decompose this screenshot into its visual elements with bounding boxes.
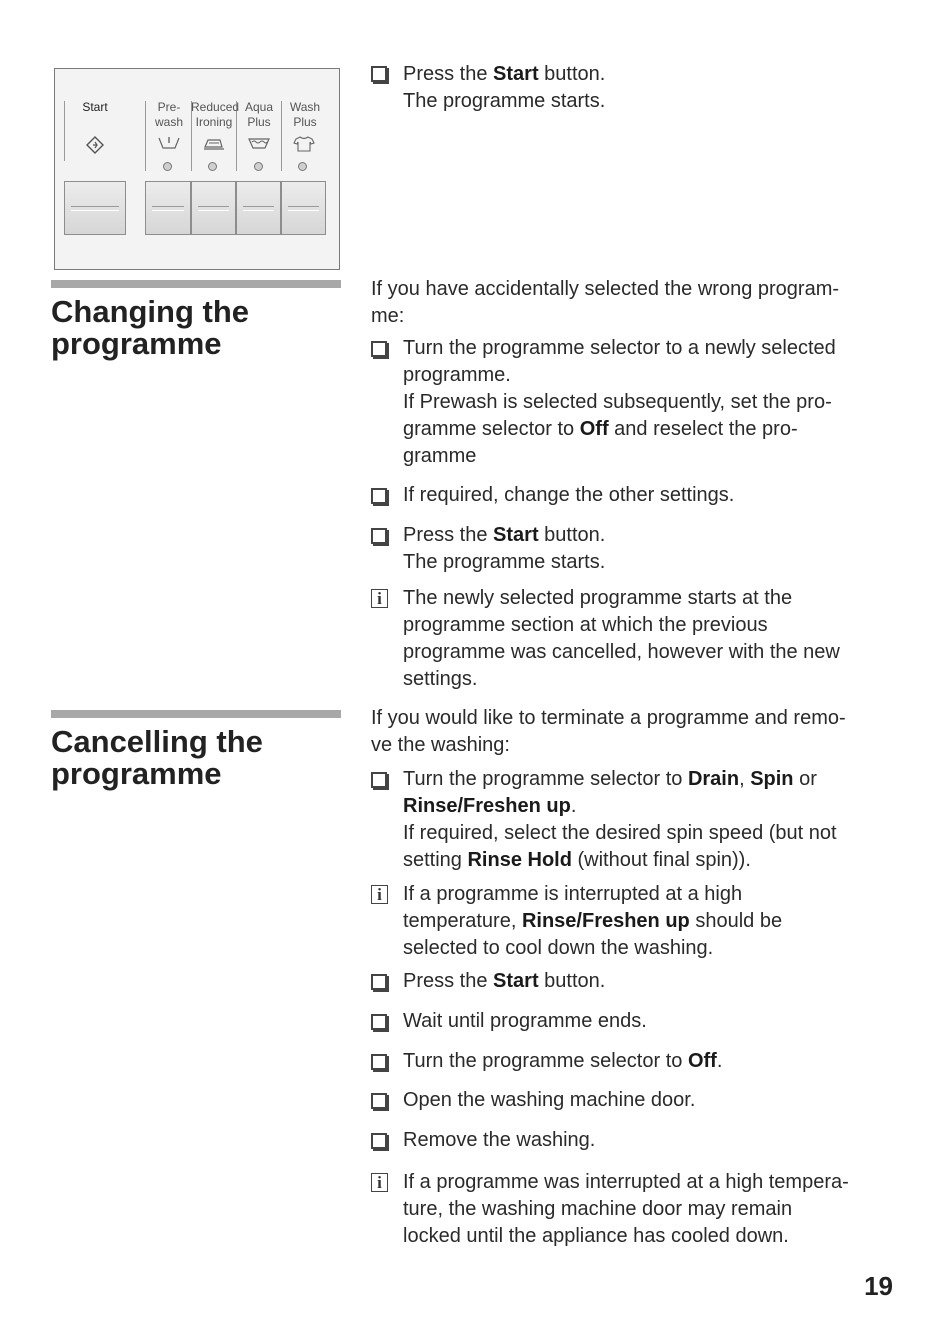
cancelling-info-note-2: If a programme was interrupted at a high tempera- ture, the washing machine door may remain locked until the appliance has cooled down. <box>403 1171 849 1247</box>
aqua-plus-label: Aqua Plus <box>244 100 274 129</box>
changing-heading: Changing the programme <box>51 294 250 361</box>
checkbox-bullet <box>371 488 387 504</box>
start-label: Start <box>82 100 108 114</box>
checkbox-bullet <box>371 1093 387 1109</box>
cancelling-step-1: Turn the programme selector to Drain, Spin or Rinse/Freshen up. If required, select the desired spin speed (but not setting Rinse Hold (without final spin)). <box>403 768 837 871</box>
changing-step-2: If required, change the other settings. <box>403 484 735 506</box>
prewash-tub-icon <box>157 135 181 156</box>
info-icon: i <box>371 589 388 608</box>
cancelling-step-2: Press the Start button. <box>403 970 606 992</box>
checkbox-bullet <box>371 1133 387 1149</box>
checkbox-bullet <box>371 66 387 82</box>
prewash-label: Pre- wash <box>154 100 183 129</box>
start-diamond-icon <box>83 135 107 160</box>
wash-plus-panel-button <box>281 181 326 235</box>
reduced-ironing-led <box>208 162 217 171</box>
aqua-plus-panel-button <box>236 181 281 235</box>
wash-plus-label: Wash Plus <box>289 100 321 129</box>
changing-info-note: The newly selected programme starts at the programme section at which the previous programme was cancelled, however with the new settings. <box>403 587 840 690</box>
checkbox-bullet <box>371 1014 387 1030</box>
info-icon: i <box>371 1173 388 1192</box>
info-icon: i <box>371 885 388 904</box>
checkbox-bullet <box>371 1054 387 1070</box>
cancelling-intro: If you would like to terminate a programme and remo- ve the washing: <box>371 707 846 756</box>
cancelling-step-5: Open the washing machine door. <box>403 1089 696 1111</box>
iron-icon <box>202 135 226 156</box>
reduced-ironing-panel-button <box>191 181 236 235</box>
water-wave-icon <box>247 135 271 156</box>
section-rule <box>51 710 341 718</box>
wash-plus-led <box>298 162 307 171</box>
cancelling-step-3: Wait until programme ends. <box>403 1010 647 1032</box>
cancelling-info-note-1: If a programme is interrupted at a high temperature, Rinse/Freshen up should be selected to cool down the washing. <box>403 883 783 959</box>
changing-step-3: Press the Start button. The programme starts. <box>403 524 606 573</box>
changing-step-1: Turn the programme selector to a newly selected programme. If Prewash is selected subsequently, set the pro- gramme selector to Off and reselect the pro- gramme <box>403 337 836 467</box>
control-panel-illustration <box>54 68 340 270</box>
section-rule <box>51 280 341 288</box>
start-panel-button <box>64 181 126 235</box>
start-instruction: Press the Start button. The programme starts. <box>403 63 606 112</box>
changing-intro: If you have accidentally selected the wrong program- me: <box>371 278 840 327</box>
reduced-ironing-label: Reduced Ironing <box>191 100 240 129</box>
checkbox-bullet <box>371 341 387 357</box>
shirt-icon <box>292 135 316 158</box>
cancelling-heading: Cancelling the programme <box>51 724 263 791</box>
cancelling-step-6: Remove the washing. <box>403 1129 596 1151</box>
panel-divider <box>64 101 65 161</box>
cancelling-step-4: Turn the programme selector to Off. <box>403 1050 723 1072</box>
checkbox-bullet <box>371 974 387 990</box>
prewash-panel-button <box>145 181 191 235</box>
page-number: 19 <box>864 1271 893 1301</box>
checkbox-bullet <box>371 772 387 788</box>
aqua-plus-led <box>254 162 263 171</box>
panel-divider <box>145 101 146 171</box>
prewash-led <box>163 162 172 171</box>
checkbox-bullet <box>371 528 387 544</box>
